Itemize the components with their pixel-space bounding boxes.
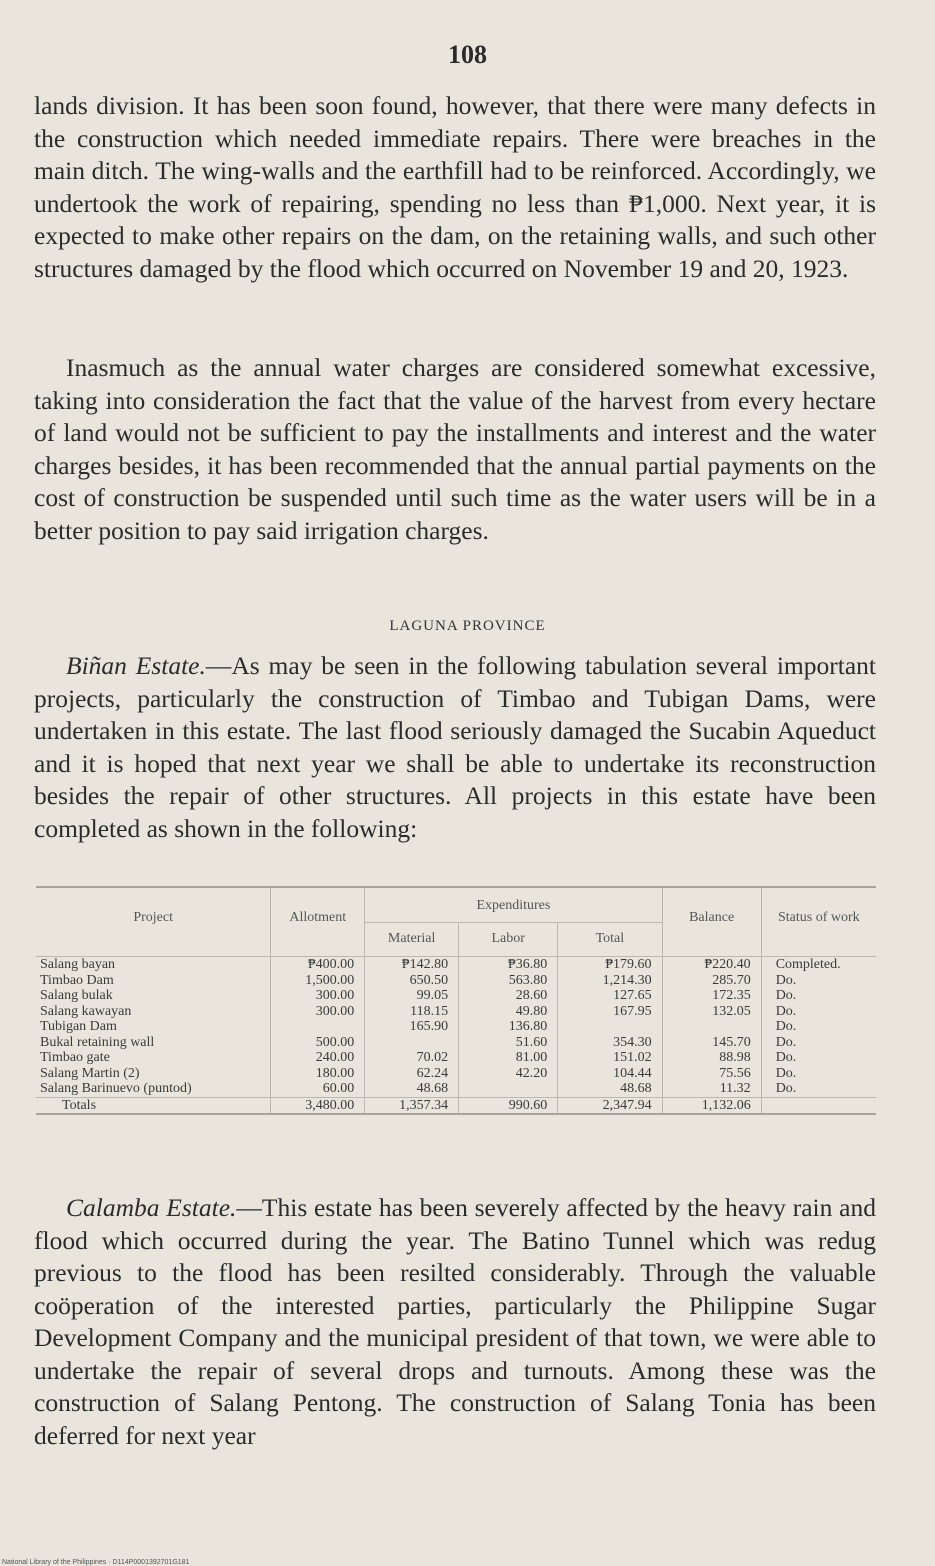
cell-project: Tubigan Dam	[40, 1019, 117, 1034]
cell-status: Do.	[761, 1019, 876, 1035]
cell-material: ₱142.80	[365, 957, 459, 973]
cell-labor: 136.80	[459, 1019, 558, 1035]
expenditures-table	[36, 886, 876, 1115]
table-row	[36, 1050, 876, 1066]
totals-material: 1,357.34	[365, 1097, 459, 1114]
cell-status: Do.	[761, 1004, 876, 1020]
header-project: Project	[36, 888, 271, 957]
cell-labor: 42.20	[459, 1066, 558, 1082]
totals-total: 2,347.94	[558, 1097, 662, 1114]
cell-project: Salang Martin (2)	[40, 1065, 140, 1081]
paragraph-calamba-estate	[34, 1192, 876, 1452]
cell-project: Salang kawayan	[40, 1003, 132, 1019]
cell-allotment: 240.00	[271, 1050, 365, 1066]
cell-project: Timbao Dam	[40, 972, 114, 988]
cell-total: 1,214.30	[558, 973, 662, 989]
cell-status: Completed.	[761, 957, 876, 973]
cell-allotment: 1,500.00	[271, 973, 365, 989]
header-status: Status of work	[761, 888, 876, 957]
cell-balance: ₱220.40	[662, 957, 761, 973]
header-expenditures: Expenditures	[365, 888, 662, 922]
calamba-estate-text: —This estate has been severely affected by the heavy rain and flood which occurred during the year. The Batino Tunnel which was redug previous to the flood has been resilted considerably. Through the valuable coöperation of the interested parties, particularly the Philippine Sugar Development Company and the municipal president of that town, we were able to undertake the repair of several drops and turnouts. Among these was the construction of Salang Pentong. The construction of Salang Tonia has been deferred for next year	[34, 1193, 876, 1450]
table-row	[36, 1066, 876, 1082]
cell-total: ₱179.60	[558, 957, 662, 973]
cell-project: Bukal retaining wall	[40, 1034, 155, 1050]
cell-project: Salang bulak	[40, 988, 113, 1003]
cell-allotment: 180.00	[271, 1066, 365, 1082]
calamba-estate-title: Calamba Estate.	[66, 1193, 237, 1222]
cell-allotment: 300.00	[271, 1004, 365, 1020]
cell-balance: 285.70	[662, 973, 761, 989]
cell-allotment: 60.00	[271, 1081, 365, 1097]
table-row	[36, 1004, 876, 1020]
cell-balance: 145.70	[662, 1035, 761, 1051]
cell-labor: 81.00	[459, 1050, 558, 1066]
totals-balance: 1,132.06	[662, 1097, 761, 1114]
cell-labor: 49.80	[459, 1004, 558, 1020]
binan-estate-text: —As may be seen in the following tabulation several important projects, particularly the construction of Timbao and Tubigan Dams, were undertaken in this estate. The last flood seriously damaged the Sucabin Aqueduct and it is hoped that next year we shall be able to undertake its reconstruction besides the repair of other structures. All projects in this estate have been completed as shown in the following:	[34, 651, 876, 843]
cell-material: 70.02	[365, 1050, 459, 1066]
cell-status: Do.	[761, 1081, 876, 1097]
cell-allotment: 500.00	[271, 1035, 365, 1051]
table-row	[36, 973, 876, 989]
cell-total: 354.30	[558, 1035, 662, 1051]
cell-project: Salang bayan	[40, 957, 116, 972]
cell-status: Do.	[761, 973, 876, 989]
cell-material	[365, 1035, 459, 1051]
table-row	[36, 1081, 876, 1097]
table-body	[36, 957, 876, 1098]
totals-labor: 990.60	[459, 1097, 558, 1114]
cell-material: 48.68	[365, 1081, 459, 1097]
header-total: Total	[558, 922, 662, 957]
cell-allotment: 300.00	[271, 988, 365, 1004]
cell-balance: 88.98	[662, 1050, 761, 1066]
totals-row	[36, 1097, 876, 1114]
table-row	[36, 957, 876, 973]
cell-status: Do.	[761, 1066, 876, 1082]
cell-status: Do.	[761, 988, 876, 1004]
cell-material: 165.90	[365, 1019, 459, 1035]
header-allotment: Allotment	[271, 888, 365, 957]
table-row	[36, 1019, 876, 1035]
header-material: Material	[365, 922, 459, 957]
cell-labor	[459, 1081, 558, 1097]
paragraph-binan-estate	[34, 650, 876, 845]
cell-labor: 28.60	[459, 988, 558, 1004]
cell-allotment	[271, 1019, 365, 1035]
cell-material: 650.50	[365, 973, 459, 989]
totals-allotment: 3,480.00	[271, 1097, 365, 1114]
section-heading: LAGUNA PROVINCE	[389, 618, 546, 634]
table-row	[36, 988, 876, 1004]
cell-status: Do.	[761, 1050, 876, 1066]
cell-project: Timbao gate	[40, 1050, 110, 1065]
cell-balance: 172.35	[662, 988, 761, 1004]
cell-balance: 11.32	[662, 1081, 761, 1097]
cell-allotment: ₱400.00	[271, 957, 365, 973]
cell-material: 62.24	[365, 1066, 459, 1082]
cell-total: 167.95	[558, 1004, 662, 1020]
cell-total	[558, 1019, 662, 1035]
cell-project: Salang Barinuevo (puntod)	[40, 1081, 192, 1096]
header-balance: Balance	[662, 888, 761, 957]
cell-balance: 75.56	[662, 1066, 761, 1082]
binan-estate-title: Biñan Estate.	[66, 651, 206, 680]
cell-total: 127.65	[558, 988, 662, 1004]
cell-total: 104.44	[558, 1066, 662, 1082]
cell-material: 99.05	[365, 988, 459, 1004]
totals-label: Totals	[36, 1097, 271, 1114]
cell-balance: 132.05	[662, 1004, 761, 1020]
cell-balance	[662, 1019, 761, 1035]
cell-status: Do.	[761, 1035, 876, 1051]
table-row	[36, 1035, 876, 1051]
page-number: 108	[448, 40, 487, 69]
cell-labor: ₱36.80	[459, 957, 558, 973]
scan-footer: National Library of the Philippines · D114P0001392701G181	[2, 1559, 190, 1566]
paragraph-water-charges: Inasmuch as the annual water charges are considered somewhat excessive, taking into consideration the fact that the value of the harvest from every hectare of land would not be sufficient to pay the installments and interest and the water charges besides, it has been recommended that the annual partial payments on the cost of construction be suspended until such time as the water users will be in a better position to pay said irrigation charges.	[34, 353, 876, 545]
paragraph-lands-division: lands division. It has been soon found, however, that there were many defects in the construction which needed immediate repairs. There were breaches in the main ditch. The wing-walls and the earthfill had to be reinforced. Accordingly, we undertook the work of repairing, spending no less than ₱1,000. Next year, it is expected to make other repairs on the dam, on the retaining walls, and such other structures damaged by the flood which occurred on November 19 and 20, 1923.	[34, 91, 876, 283]
cell-labor: 51.60	[459, 1035, 558, 1051]
cell-total: 48.68	[558, 1081, 662, 1097]
cell-material: 118.15	[365, 1004, 459, 1020]
cell-total: 151.02	[558, 1050, 662, 1066]
cell-labor: 563.80	[459, 973, 558, 989]
header-labor: Labor	[459, 922, 558, 957]
